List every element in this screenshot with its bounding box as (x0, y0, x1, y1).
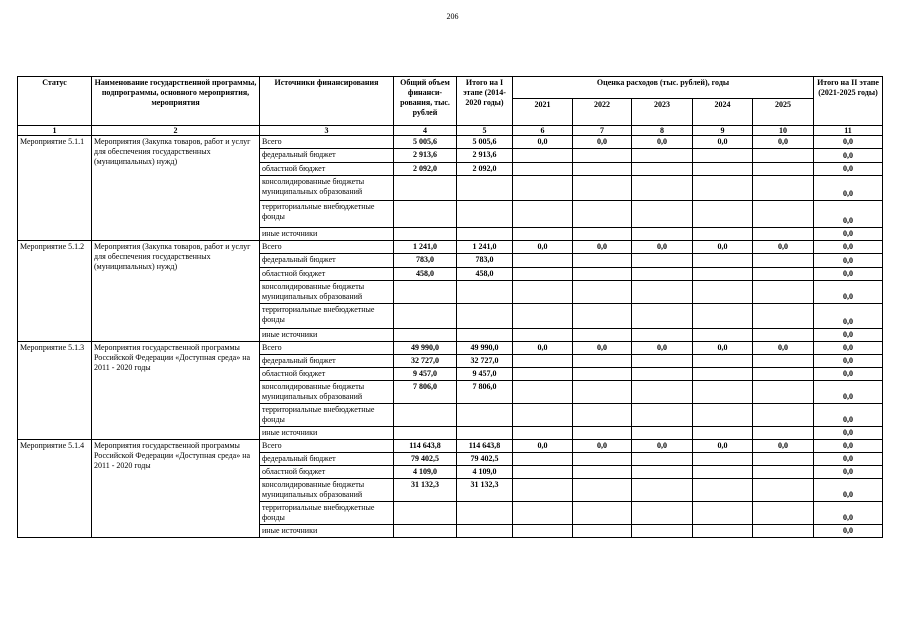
stage1-cell (457, 404, 513, 427)
year-cell-2022 (573, 404, 632, 427)
funding-source: федеральный бюджет (260, 254, 394, 268)
year-cell-2022 (573, 355, 632, 368)
year-cell-2025 (753, 525, 814, 538)
funding-source: федеральный бюджет (260, 149, 394, 163)
year-cell-2025 (753, 149, 814, 163)
year-cell-2024 (693, 525, 753, 538)
year-cell-2025 (753, 479, 814, 502)
year-cell-2023 (632, 176, 693, 201)
stage2-total-cell: 0,0 (814, 163, 883, 176)
header-year: 2022 (573, 99, 632, 126)
year-cell-2021 (513, 201, 573, 228)
measure-name: Мероприятия (Закупка товаров, работ и услуг для обеспечения государственных (муниципальных) нужд) (92, 136, 260, 241)
funding-source: консолидированные бюджеты муниципальных образований (260, 381, 394, 404)
year-cell-2023 (632, 453, 693, 466)
year-cell-2022 (573, 228, 632, 241)
header-year: 2023 (632, 99, 693, 126)
column-number: 6 (513, 126, 573, 136)
funding-source: иные источники (260, 329, 394, 342)
funding-source: консолидированные бюджеты муниципальных образований (260, 176, 394, 201)
year-cell-2025 (753, 381, 814, 404)
stage2-total-cell: 0,0 (814, 241, 883, 254)
total-cell: 2 092,0 (394, 163, 457, 176)
column-number: 11 (814, 126, 883, 136)
total-cell (394, 228, 457, 241)
header-year: 2024 (693, 99, 753, 126)
stage1-cell: 9 457,0 (457, 368, 513, 381)
stage1-cell (457, 281, 513, 304)
funding-source: Всего (260, 440, 394, 453)
year-cell-2023 (632, 404, 693, 427)
year-cell-2024 (693, 466, 753, 479)
total-cell (394, 427, 457, 440)
year-cell-2021 (513, 304, 573, 329)
year-cell-2021 (513, 404, 573, 427)
total-cell: 458,0 (394, 268, 457, 281)
funding-source: иные источники (260, 228, 394, 241)
stage2-total-cell: 0,0 (814, 228, 883, 241)
year-cell-2021 (513, 329, 573, 342)
total-cell: 2 913,6 (394, 149, 457, 163)
year-cell-2024 (693, 479, 753, 502)
year-cell-2021 (513, 466, 573, 479)
year-cell-2025 (753, 453, 814, 466)
year-cell-2025 (753, 254, 814, 268)
stage2-total-cell: 0,0 (814, 453, 883, 466)
total-cell: 7 806,0 (394, 381, 457, 404)
funding-source: консолидированные бюджеты муниципальных образований (260, 479, 394, 502)
column-number: 1 (18, 126, 92, 136)
measure-status: Мероприятие 5.1.2 (18, 241, 92, 342)
year-cell-2022 (573, 466, 632, 479)
year-cell-2022 (573, 368, 632, 381)
column-number: 4 (394, 126, 457, 136)
column-number: 8 (632, 126, 693, 136)
funding-source: федеральный бюджет (260, 355, 394, 368)
year-cell-2022 (573, 149, 632, 163)
total-cell (394, 329, 457, 342)
year-cell-2023 (632, 525, 693, 538)
stage2-total-cell: 0,0 (814, 502, 883, 525)
total-cell (394, 201, 457, 228)
stage2-total-cell: 0,0 (814, 466, 883, 479)
year-cell-2024 (693, 254, 753, 268)
year-cell-2022 (573, 427, 632, 440)
year-cell-2023: 0,0 (632, 342, 693, 355)
stage2-total-cell: 0,0 (814, 281, 883, 304)
year-cell-2021 (513, 228, 573, 241)
table-row (18, 136, 883, 149)
year-cell-2025: 0,0 (753, 241, 814, 254)
year-cell-2022 (573, 304, 632, 329)
stage1-cell: 31 132,3 (457, 479, 513, 502)
funding-source: территориальные внебюджетные фонды (260, 304, 394, 329)
funding-source: федеральный бюджет (260, 453, 394, 466)
year-cell-2021 (513, 163, 573, 176)
year-cell-2024 (693, 304, 753, 329)
year-cell-2024 (693, 404, 753, 427)
header-year: 2021 (513, 99, 573, 126)
year-cell-2021 (513, 281, 573, 304)
year-cell-2021 (513, 427, 573, 440)
table-body (18, 136, 883, 538)
stage1-cell: 783,0 (457, 254, 513, 268)
financing-table (17, 76, 883, 538)
year-cell-2024 (693, 176, 753, 201)
year-cell-2025: 0,0 (753, 136, 814, 149)
stage2-total-cell: 0,0 (814, 136, 883, 149)
year-cell-2025 (753, 466, 814, 479)
year-cell-2025 (753, 163, 814, 176)
year-cell-2024: 0,0 (693, 136, 753, 149)
funding-source: областной бюджет (260, 163, 394, 176)
year-cell-2021 (513, 525, 573, 538)
total-cell (394, 176, 457, 201)
stage1-cell: 1 241,0 (457, 241, 513, 254)
measure-name: Мероприятия (Закупка товаров, работ и услуг для обеспечения государственных (муниципальных) нужд) (92, 241, 260, 342)
year-cell-2024: 0,0 (693, 342, 753, 355)
year-cell-2022 (573, 176, 632, 201)
year-cell-2024 (693, 163, 753, 176)
stage2-total-cell: 0,0 (814, 329, 883, 342)
stage1-cell (457, 228, 513, 241)
column-number-row (18, 126, 883, 136)
header-total: Общий объем финанси-рования, тыс. рублей (394, 77, 457, 126)
year-cell-2023 (632, 427, 693, 440)
year-cell-2023 (632, 502, 693, 525)
year-cell-2023 (632, 281, 693, 304)
stage1-cell (457, 525, 513, 538)
header-source: Источники финансирования (260, 77, 394, 126)
stage2-total-cell: 0,0 (814, 525, 883, 538)
stage1-cell (457, 329, 513, 342)
total-cell: 783,0 (394, 254, 457, 268)
header-stage1: Итого на I этапе (2014-2020 годы) (457, 77, 513, 126)
stage1-cell (457, 427, 513, 440)
total-cell (394, 525, 457, 538)
year-cell-2023 (632, 329, 693, 342)
year-cell-2021 (513, 368, 573, 381)
year-cell-2021: 0,0 (513, 342, 573, 355)
year-cell-2021 (513, 268, 573, 281)
column-number: 9 (693, 126, 753, 136)
total-cell: 114 643,8 (394, 440, 457, 453)
year-cell-2021 (513, 176, 573, 201)
table-row (18, 440, 883, 453)
year-cell-2025 (753, 368, 814, 381)
year-cell-2025 (753, 502, 814, 525)
column-number: 10 (753, 126, 814, 136)
measure-name: Мероприятия государственной программы Российской Федерации «Доступная среда» на 2011 - 2020 годы (92, 440, 260, 538)
year-cell-2021 (513, 254, 573, 268)
year-cell-2023 (632, 163, 693, 176)
measure-status: Мероприятие 5.1.1 (18, 136, 92, 241)
total-cell: 1 241,0 (394, 241, 457, 254)
total-cell: 5 005,6 (394, 136, 457, 149)
stage1-cell: 2 913,6 (457, 149, 513, 163)
stage2-total-cell: 0,0 (814, 304, 883, 329)
year-cell-2022: 0,0 (573, 241, 632, 254)
funding-source: иные источники (260, 525, 394, 538)
year-cell-2024: 0,0 (693, 440, 753, 453)
total-cell: 31 132,3 (394, 479, 457, 502)
year-cell-2022 (573, 268, 632, 281)
stage2-total-cell: 0,0 (814, 149, 883, 163)
header-year: 2025 (753, 99, 814, 126)
year-cell-2023 (632, 228, 693, 241)
year-cell-2023: 0,0 (632, 241, 693, 254)
measure-status: Мероприятие 5.1.3 (18, 342, 92, 440)
stage2-total-cell: 0,0 (814, 342, 883, 355)
year-cell-2021: 0,0 (513, 440, 573, 453)
year-cell-2023: 0,0 (632, 440, 693, 453)
year-cell-2025 (753, 304, 814, 329)
year-cell-2024 (693, 268, 753, 281)
year-cell-2023 (632, 381, 693, 404)
year-cell-2023 (632, 268, 693, 281)
year-cell-2021 (513, 149, 573, 163)
year-cell-2022 (573, 281, 632, 304)
year-cell-2022 (573, 479, 632, 502)
year-cell-2021 (513, 355, 573, 368)
year-cell-2023 (632, 355, 693, 368)
funding-source: территориальные внебюджетные фонды (260, 404, 394, 427)
year-cell-2024 (693, 329, 753, 342)
year-cell-2025 (753, 228, 814, 241)
funding-source: территориальные внебюджетные фонды (260, 502, 394, 525)
total-cell (394, 502, 457, 525)
year-cell-2024 (693, 453, 753, 466)
page-number: 206 (446, 12, 459, 21)
stage1-cell: 49 990,0 (457, 342, 513, 355)
year-cell-2022 (573, 453, 632, 466)
year-cell-2024 (693, 228, 753, 241)
funding-source: Всего (260, 342, 394, 355)
stage1-cell (457, 304, 513, 329)
year-cell-2023 (632, 304, 693, 329)
stage2-total-cell: 0,0 (814, 479, 883, 502)
year-cell-2021: 0,0 (513, 136, 573, 149)
funding-source: областной бюджет (260, 268, 394, 281)
stage1-cell: 4 109,0 (457, 466, 513, 479)
year-cell-2024 (693, 427, 753, 440)
year-cell-2024 (693, 355, 753, 368)
year-cell-2023 (632, 149, 693, 163)
stage1-cell: 5 005,6 (457, 136, 513, 149)
year-cell-2022 (573, 163, 632, 176)
year-cell-2021 (513, 381, 573, 404)
year-cell-2025 (753, 268, 814, 281)
year-cell-2022 (573, 502, 632, 525)
stage1-cell: 458,0 (457, 268, 513, 281)
stage2-total-cell: 0,0 (814, 201, 883, 228)
stage1-cell: 7 806,0 (457, 381, 513, 404)
year-cell-2022 (573, 329, 632, 342)
table-header (18, 77, 883, 136)
funding-source: Всего (260, 136, 394, 149)
year-cell-2021 (513, 453, 573, 466)
stage1-cell: 114 643,8 (457, 440, 513, 453)
column-number: 5 (457, 126, 513, 136)
year-cell-2022: 0,0 (573, 342, 632, 355)
total-cell (394, 404, 457, 427)
stage2-total-cell: 0,0 (814, 355, 883, 368)
funding-source: иные источники (260, 427, 394, 440)
year-cell-2025 (753, 355, 814, 368)
year-cell-2023 (632, 254, 693, 268)
stage1-cell: 2 092,0 (457, 163, 513, 176)
stage2-total-cell: 0,0 (814, 440, 883, 453)
funding-source: областной бюджет (260, 466, 394, 479)
total-cell: 32 727,0 (394, 355, 457, 368)
year-cell-2025 (753, 281, 814, 304)
stage2-total-cell: 0,0 (814, 368, 883, 381)
header-status: Статус (18, 77, 92, 126)
year-cell-2025 (753, 201, 814, 228)
stage1-cell (457, 201, 513, 228)
stage2-total-cell: 0,0 (814, 381, 883, 404)
total-cell (394, 281, 457, 304)
total-cell: 9 457,0 (394, 368, 457, 381)
year-cell-2024 (693, 502, 753, 525)
year-cell-2024 (693, 381, 753, 404)
column-number: 7 (573, 126, 632, 136)
header-stage2: Итого на II этапе (2021-2025 годы) (814, 77, 883, 126)
year-cell-2023 (632, 368, 693, 381)
column-number: 3 (260, 126, 394, 136)
header-estimate: Оценка расходов (тыс. рублей), годы (513, 77, 814, 99)
year-cell-2024 (693, 201, 753, 228)
year-cell-2022 (573, 381, 632, 404)
year-cell-2024 (693, 281, 753, 304)
year-cell-2022: 0,0 (573, 440, 632, 453)
funding-source: территориальные внебюджетные фонды (260, 201, 394, 228)
stage1-cell: 79 402,5 (457, 453, 513, 466)
stage2-total-cell: 0,0 (814, 427, 883, 440)
measure-name: Мероприятия государственной программы Российской Федерации «Доступная среда» на 2011 - 2020 годы (92, 342, 260, 440)
year-cell-2024 (693, 368, 753, 381)
measure-status: Мероприятие 5.1.4 (18, 440, 92, 538)
year-cell-2025: 0,0 (753, 342, 814, 355)
funding-source: областной бюджет (260, 368, 394, 381)
stage1-cell (457, 176, 513, 201)
column-number: 2 (92, 126, 260, 136)
year-cell-2021 (513, 502, 573, 525)
total-cell: 49 990,0 (394, 342, 457, 355)
year-cell-2024 (693, 149, 753, 163)
table-row (18, 342, 883, 355)
year-cell-2025: 0,0 (753, 440, 814, 453)
year-cell-2025 (753, 329, 814, 342)
total-cell: 79 402,5 (394, 453, 457, 466)
stage2-total-cell: 0,0 (814, 176, 883, 201)
year-cell-2025 (753, 176, 814, 201)
total-cell: 4 109,0 (394, 466, 457, 479)
stage2-total-cell: 0,0 (814, 404, 883, 427)
header-name: Наименование государственной программы, подпрограммы, основного мероприятия, мероприятия (92, 77, 260, 126)
year-cell-2025 (753, 427, 814, 440)
year-cell-2023: 0,0 (632, 136, 693, 149)
year-cell-2022 (573, 525, 632, 538)
table-row (18, 241, 883, 254)
total-cell (394, 304, 457, 329)
year-cell-2025 (753, 404, 814, 427)
year-cell-2022 (573, 201, 632, 228)
year-cell-2023 (632, 479, 693, 502)
funding-source: Всего (260, 241, 394, 254)
year-cell-2022: 0,0 (573, 136, 632, 149)
year-cell-2021: 0,0 (513, 241, 573, 254)
year-cell-2022 (573, 254, 632, 268)
funding-source: консолидированные бюджеты муниципальных образований (260, 281, 394, 304)
stage2-total-cell: 0,0 (814, 254, 883, 268)
stage1-cell (457, 502, 513, 525)
year-cell-2021 (513, 479, 573, 502)
year-cell-2023 (632, 466, 693, 479)
year-cell-2024: 0,0 (693, 241, 753, 254)
stage1-cell: 32 727,0 (457, 355, 513, 368)
year-cell-2023 (632, 201, 693, 228)
stage2-total-cell: 0,0 (814, 268, 883, 281)
